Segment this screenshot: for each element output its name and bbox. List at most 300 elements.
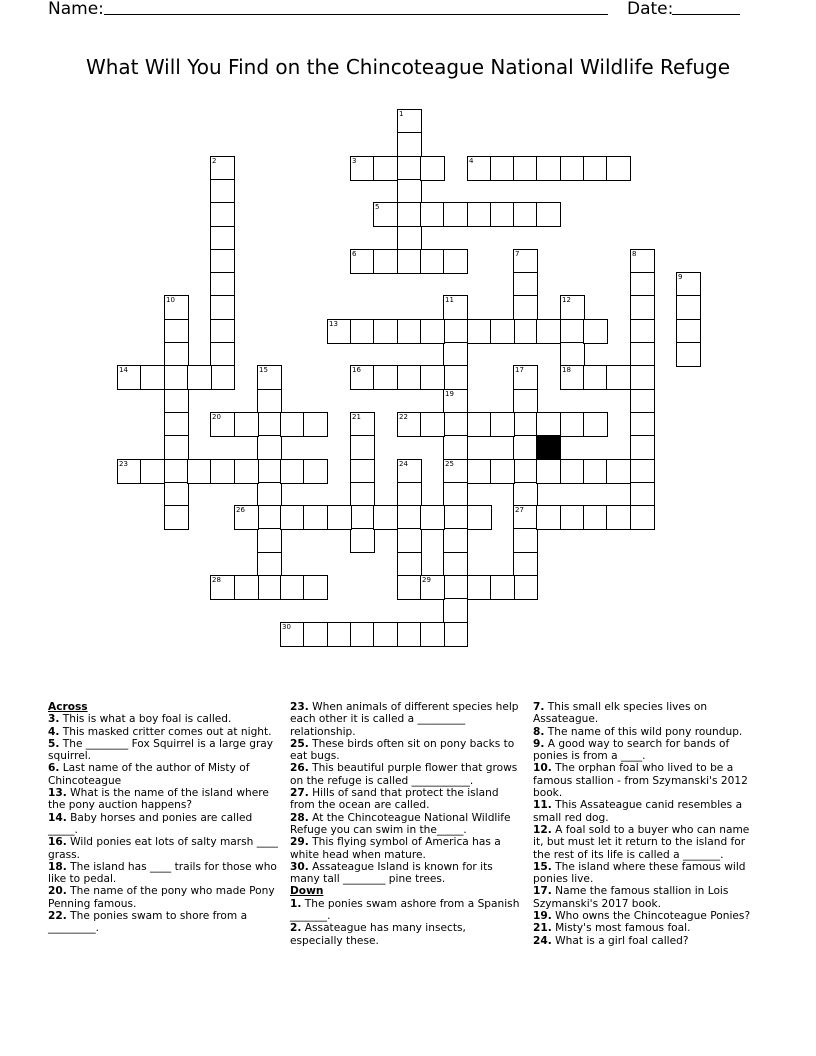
crossword-cell[interactable] — [513, 552, 538, 577]
crossword-cell[interactable] — [513, 412, 538, 437]
clue-item — [533, 762, 763, 799]
clue-item-text: This Assateague canid resembles a small red dog. — [533, 799, 743, 824]
clue-item — [533, 861, 763, 886]
crossword-cell[interactable] — [164, 482, 189, 507]
clue-item-number: 3. — [48, 713, 60, 726]
crossword-cell[interactable] — [234, 575, 259, 600]
crossword-cell[interactable] — [397, 249, 422, 274]
clue-number: 16 — [352, 366, 361, 374]
crossword-cell[interactable] — [513, 435, 538, 460]
clue-item — [48, 885, 278, 910]
crossword-cell[interactable] — [257, 389, 282, 414]
clue-item-text: A good way to search for bands of ponies is from a ____. — [533, 737, 730, 763]
crossword-cell[interactable] — [187, 365, 212, 390]
crossword-cell[interactable] — [467, 156, 492, 181]
crossword-cell[interactable] — [164, 459, 189, 484]
crossword-cell[interactable] — [513, 249, 538, 274]
crossword-cell[interactable] — [420, 365, 445, 390]
crossword-cell[interactable] — [187, 459, 212, 484]
crossword-cell[interactable] — [210, 319, 235, 344]
crossword-cell[interactable] — [280, 622, 305, 647]
crossword-cell[interactable] — [210, 295, 235, 320]
crossword-cell[interactable] — [513, 389, 538, 414]
crossword-cell[interactable] — [373, 622, 398, 647]
clue-number: 26 — [236, 506, 245, 514]
crossword-cell[interactable] — [257, 575, 282, 600]
clue-item-text: This is what a boy foal is called. — [62, 713, 232, 726]
crossword-cell[interactable] — [373, 202, 398, 227]
crossword-cell[interactable] — [443, 622, 468, 647]
clue-item-text: Misty's most famous foal. — [555, 922, 691, 935]
crossword-cell[interactable] — [210, 342, 235, 367]
clue-item-number: 11. — [533, 799, 552, 812]
clue-item-number: 4. — [48, 725, 60, 738]
crossword-cell[interactable] — [373, 365, 398, 390]
crossword-cell[interactable] — [443, 412, 468, 437]
clue-item — [48, 836, 278, 861]
crossword-cell[interactable] — [467, 412, 492, 437]
crossword-cell[interactable] — [210, 459, 235, 484]
crossword-cell[interactable] — [513, 272, 538, 297]
crossword-cell[interactable] — [676, 295, 701, 320]
crossword-cell[interactable] — [164, 295, 189, 320]
crossword-cell[interactable] — [210, 226, 235, 251]
clue-item — [533, 935, 763, 947]
crossword-cell[interactable] — [210, 156, 235, 181]
clue-item — [48, 910, 278, 935]
crossword-cell[interactable] — [676, 319, 701, 344]
crossword-cell[interactable] — [350, 482, 375, 507]
clue-item-number: 28. — [290, 811, 309, 824]
crossword-cell[interactable] — [350, 319, 375, 344]
crossword-cell[interactable] — [513, 459, 538, 484]
clue-number: 4 — [469, 157, 474, 165]
crossword-cell[interactable] — [210, 202, 235, 227]
clue-number: 29 — [422, 576, 431, 584]
crossword-cell[interactable] — [373, 249, 398, 274]
crossword-cell[interactable] — [350, 622, 375, 647]
crossword-cell[interactable] — [490, 575, 515, 600]
clue-item-number: 26. — [290, 762, 309, 775]
crossword-cell[interactable] — [257, 482, 282, 507]
clue-item — [533, 726, 763, 738]
crossword-cell[interactable] — [536, 505, 561, 530]
clue-item-text: What is the name of the island where the pony auction happens? — [48, 787, 269, 812]
crossword-cell[interactable] — [397, 575, 422, 600]
crossword-cell[interactable] — [373, 505, 398, 530]
clue-item — [48, 713, 278, 725]
clue-item-text: Hills of sand that protect the island from the ocean are called. — [290, 787, 499, 812]
clue-number: 14 — [119, 366, 128, 374]
crossword-cell[interactable] — [630, 435, 655, 460]
clue-item-number: 29. — [290, 836, 309, 849]
clue-number: 25 — [445, 460, 454, 468]
crossword-cell[interactable] — [443, 202, 468, 227]
crossword-cell[interactable] — [397, 226, 422, 251]
clue-item — [533, 922, 763, 934]
crossword-cell[interactable] — [583, 319, 608, 344]
crossword-black-cell — [536, 435, 561, 460]
crossword-cell[interactable] — [140, 459, 165, 484]
crossword-cell[interactable] — [397, 319, 422, 344]
crossword-cell[interactable] — [443, 482, 468, 507]
crossword-cell[interactable] — [280, 505, 305, 530]
crossword-cell[interactable] — [490, 202, 515, 227]
crossword-cell[interactable] — [560, 342, 585, 367]
crossword-cell[interactable] — [420, 156, 445, 181]
crossword-cell[interactable] — [536, 319, 561, 344]
crossword-cell[interactable] — [630, 319, 655, 344]
crossword-cell[interactable] — [513, 202, 538, 227]
clue-number: 2 — [212, 157, 217, 165]
crossword-cell[interactable] — [303, 575, 328, 600]
crossword-cell[interactable] — [280, 459, 305, 484]
crossword-cell[interactable] — [630, 505, 655, 530]
clue-number: 19 — [445, 390, 454, 398]
clue-number: 8 — [632, 250, 637, 258]
clue-item — [48, 861, 278, 886]
clue-item-number: 22. — [48, 910, 67, 923]
crossword-cell[interactable] — [117, 459, 142, 484]
clue-item-number: 18. — [48, 860, 67, 873]
crossword-cell[interactable] — [420, 622, 445, 647]
crossword-cell[interactable] — [630, 482, 655, 507]
clue-item-text: When animals of different species help each other it is called a _________ relationship. — [290, 701, 519, 738]
crossword-cell[interactable] — [164, 319, 189, 344]
crossword-cell[interactable] — [420, 412, 445, 437]
crossword-cell[interactable] — [606, 365, 631, 390]
clue-item-text: This beautiful purple flower that grows on the refuge is called ___________. — [290, 762, 518, 787]
crossword-cell[interactable] — [630, 249, 655, 274]
crossword-cell[interactable] — [443, 365, 468, 390]
clue-item — [48, 726, 278, 738]
crossword-cell[interactable] — [490, 319, 515, 344]
crossword-cell[interactable] — [350, 528, 375, 553]
clue-item-text: Assateague Island is known for its many tall ________ pine trees. — [290, 860, 493, 886]
crossword-cell[interactable] — [560, 295, 585, 320]
crossword-cell[interactable] — [536, 156, 561, 181]
clue-item-number: 19. — [533, 910, 552, 923]
crossword-cell[interactable] — [443, 295, 468, 320]
clue-item-text: Baby horses and ponies are called _____. — [48, 811, 253, 836]
clue-item-text: Assateague has many insects, especially these. — [290, 922, 466, 947]
clue-item-number: 8. — [533, 725, 545, 738]
crossword-cell[interactable] — [397, 482, 422, 507]
clue-number: 12 — [562, 296, 571, 304]
crossword-cell[interactable] — [630, 342, 655, 367]
crossword-cell[interactable] — [583, 505, 608, 530]
crossword-cell[interactable] — [630, 459, 655, 484]
crossword-cell[interactable] — [443, 342, 468, 367]
crossword-cell[interactable] — [443, 249, 468, 274]
crossword-cell[interactable] — [513, 575, 538, 600]
clue-number: 1 — [399, 110, 404, 118]
crossword-cell[interactable] — [513, 505, 538, 530]
clue-item-number: 17. — [533, 885, 552, 898]
crossword-cell[interactable] — [350, 435, 375, 460]
crossword-cell[interactable] — [373, 156, 398, 181]
clue-item-text: The ponies swam to shore from a _________. — [48, 910, 248, 935]
crossword-cell[interactable] — [467, 459, 492, 484]
crossword-cell[interactable] — [257, 552, 282, 577]
crossword-cell[interactable] — [303, 412, 328, 437]
crossword-cell[interactable] — [117, 365, 142, 390]
crossword-cell[interactable] — [350, 459, 375, 484]
clue-item-text: The name of this wild pony roundup. — [547, 725, 743, 738]
clue-item-number: 2. — [290, 922, 302, 935]
clue-number: 15 — [259, 366, 268, 374]
crossword-cell[interactable] — [560, 459, 585, 484]
clue-item-number: 10. — [533, 762, 552, 775]
crossword-cell[interactable] — [210, 365, 235, 390]
crossword-cell[interactable] — [467, 505, 492, 530]
crossword-cell[interactable] — [443, 459, 468, 484]
clue-item-text: The island has ____ trails for those who like to pedal. — [48, 860, 277, 886]
clue-item-number: 30. — [290, 860, 309, 873]
clue-item-number: 15. — [533, 860, 552, 873]
clue-item-number: 5. — [48, 737, 60, 750]
clue-item-number: 6. — [48, 762, 60, 775]
clue-item-text: The ________ Fox Squirrel is a large gray squirrel. — [48, 737, 274, 763]
clue-number: 22 — [399, 413, 408, 421]
crossword-cell[interactable] — [397, 179, 422, 204]
crossword-cell[interactable] — [210, 575, 235, 600]
clue-item — [533, 885, 763, 910]
crossword-cell[interactable] — [350, 249, 375, 274]
crossword-cell[interactable] — [490, 156, 515, 181]
clue-item-number: 21. — [533, 922, 552, 935]
crossword-cell[interactable] — [513, 528, 538, 553]
crossword-cell[interactable] — [280, 412, 305, 437]
crossword-cell[interactable] — [560, 319, 585, 344]
clue-number: 20 — [212, 413, 221, 421]
crossword-cell[interactable] — [443, 389, 468, 414]
crossword-cell[interactable] — [303, 622, 328, 647]
crossword-cell[interactable] — [420, 505, 445, 530]
crossword-cell[interactable] — [280, 575, 305, 600]
clue-item-number: 9. — [533, 737, 545, 750]
crossword-cell[interactable] — [164, 412, 189, 437]
crossword-cell[interactable] — [420, 249, 445, 274]
clue-item-text: These birds often sit on pony backs to eat bugs. — [290, 737, 515, 763]
crossword-cell[interactable] — [420, 319, 445, 344]
clues-column-2 — [290, 701, 520, 947]
clue-number: 9 — [678, 273, 683, 281]
crossword-cell[interactable] — [513, 156, 538, 181]
crossword-cell[interactable] — [513, 482, 538, 507]
crossword-cell[interactable] — [490, 459, 515, 484]
crossword-cell[interactable] — [443, 505, 468, 530]
clue-item-number: 13. — [48, 787, 67, 800]
clue-number: 17 — [515, 366, 524, 374]
clue-item — [290, 922, 520, 947]
clue-item-text: Name the famous stallion in Lois Szymanski's 2017 book. — [533, 885, 729, 910]
clue-item-text: This flying symbol of America has a white head when mature. — [290, 836, 501, 861]
crossword-cell[interactable] — [397, 552, 422, 577]
clue-item — [533, 799, 763, 824]
crossword-cell[interactable] — [397, 622, 422, 647]
crossword-cell[interactable] — [443, 435, 468, 460]
crossword-cell[interactable] — [583, 412, 608, 437]
crossword-cell[interactable] — [257, 528, 282, 553]
crossword-cell[interactable] — [583, 156, 608, 181]
clue-item — [533, 910, 763, 922]
clue-item-text: What is a girl foal called? — [555, 934, 689, 947]
crossword-cell[interactable] — [560, 505, 585, 530]
crossword-cell[interactable] — [630, 389, 655, 414]
crossword-cell[interactable] — [443, 319, 468, 344]
crossword-cell[interactable] — [397, 202, 422, 227]
clue-number: 23 — [119, 460, 128, 468]
crossword-cell[interactable] — [164, 435, 189, 460]
crossword-cell[interactable] — [210, 179, 235, 204]
crossword-cell[interactable] — [420, 575, 445, 600]
page-title: What Will You Find on the Chincoteague National Wildlife Refuge — [85, 55, 731, 79]
clue-item-text: This small elk species lives on Assateague. — [533, 701, 708, 726]
crossword-cell[interactable] — [303, 459, 328, 484]
clue-item-text: The ponies swam ashore from a Spanish _______. — [290, 897, 520, 923]
crossword-cell[interactable] — [467, 319, 492, 344]
crossword-cell[interactable] — [630, 365, 655, 390]
crossword-cell[interactable] — [327, 319, 352, 344]
clue-number: 10 — [166, 296, 175, 304]
clue-number: 11 — [445, 296, 454, 304]
crossword-cell[interactable] — [373, 319, 398, 344]
clue-item — [533, 824, 763, 861]
crossword-cell[interactable] — [350, 365, 375, 390]
crossword-cell[interactable] — [467, 575, 492, 600]
crossword-cell[interactable] — [630, 272, 655, 297]
clue-item-number: 23. — [290, 701, 309, 713]
clue-item — [290, 898, 520, 923]
clue-item-text: This masked critter comes out at night. — [62, 725, 272, 738]
crossword-cell[interactable] — [257, 365, 282, 390]
crossword-cell[interactable] — [257, 435, 282, 460]
crossword-cell[interactable] — [397, 156, 422, 181]
crossword-cell[interactable] — [467, 202, 492, 227]
clue-item — [290, 701, 520, 738]
crossword-cell[interactable] — [164, 365, 189, 390]
crossword-cell[interactable] — [630, 412, 655, 437]
clue-number: 6 — [352, 250, 357, 258]
crossword-cell[interactable] — [303, 505, 328, 530]
crossword-cell[interactable] — [606, 459, 631, 484]
clues-column-3 — [533, 701, 763, 947]
clue-item — [290, 787, 520, 812]
crossword-cell[interactable] — [536, 459, 561, 484]
clue-item-number: 24. — [533, 934, 552, 947]
crossword-cell[interactable] — [327, 505, 352, 530]
crossword-cell[interactable] — [443, 552, 468, 577]
clue-item-text: The name of the pony who made Pony Penning famous. — [48, 885, 275, 910]
clue-item — [290, 812, 520, 837]
crossword-cell[interactable] — [397, 109, 422, 134]
clue-item — [533, 701, 763, 726]
crossword-cell[interactable] — [350, 412, 375, 437]
crossword-cell[interactable] — [676, 342, 701, 367]
crossword-cell[interactable] — [350, 505, 375, 530]
section-heading: Down — [290, 885, 324, 898]
crossword-cell[interactable] — [513, 295, 538, 320]
crossword-cell[interactable] — [490, 412, 515, 437]
crossword-cell[interactable] — [560, 365, 585, 390]
clue-item-number: 1. — [290, 897, 302, 910]
crossword-cell[interactable] — [327, 622, 352, 647]
crossword-cell[interactable] — [210, 412, 235, 437]
clue-number: 13 — [329, 320, 338, 328]
crossword-cell[interactable] — [443, 575, 468, 600]
crossword-cell[interactable] — [676, 272, 701, 297]
crossword-cell[interactable] — [443, 528, 468, 553]
date-label: Date: — [627, 0, 674, 19]
crossword-cell[interactable] — [234, 505, 259, 530]
crossword-cell[interactable] — [513, 319, 538, 344]
crossword-cell[interactable] — [513, 365, 538, 390]
crossword-cell[interactable] — [164, 505, 189, 530]
crossword-cell[interactable] — [536, 412, 561, 437]
clue-item-number: 16. — [48, 836, 67, 849]
crossword-cell[interactable] — [420, 202, 445, 227]
crossword-cell[interactable] — [210, 272, 235, 297]
crossword-cell[interactable] — [257, 505, 282, 530]
crossword-cell[interactable] — [583, 459, 608, 484]
clue-item — [290, 861, 520, 886]
crossword-cell[interactable] — [140, 365, 165, 390]
clue-number: 27 — [515, 506, 524, 514]
clue-item-text: At the Chincoteague National Wildlife Refuge you can swim in the_____. — [290, 811, 511, 836]
crossword-cell[interactable] — [397, 132, 422, 157]
clue-number: 5 — [375, 203, 380, 211]
crossword-cell[interactable] — [210, 249, 235, 274]
clue-number: 30 — [282, 623, 291, 631]
crossword-cell[interactable] — [560, 156, 585, 181]
crossword-cell[interactable] — [350, 156, 375, 181]
clue-number: 28 — [212, 576, 221, 584]
clue-item-text: Wild ponies eat lots of salty marsh ____ grass. — [48, 836, 278, 861]
crossword-cell[interactable] — [234, 412, 259, 437]
clue-item-number: 25. — [290, 737, 309, 750]
crossword-cell[interactable] — [164, 389, 189, 414]
clue-item-text: A foal sold to a buyer who can name it, but must let it return to the island for the rest of its life is called a _______. — [533, 823, 750, 861]
clue-item — [48, 738, 278, 763]
crossword-cell[interactable] — [630, 295, 655, 320]
crossword-cell[interactable] — [397, 528, 422, 553]
crossword-cell[interactable] — [164, 342, 189, 367]
crossword-cell[interactable] — [536, 202, 561, 227]
clues-column-1 — [48, 701, 278, 935]
crossword-cell[interactable] — [397, 459, 422, 484]
crossword-cell[interactable] — [606, 156, 631, 181]
clue-number: 18 — [562, 366, 571, 374]
crossword-cell[interactable] — [257, 459, 282, 484]
crossword-cell[interactable] — [606, 505, 631, 530]
crossword-cell[interactable] — [560, 412, 585, 437]
clue-item-text: The orphan foal who lived to be a famous stallion - from Szymanski's 2012 book. — [533, 762, 748, 800]
crossword-cell[interactable] — [397, 412, 422, 437]
clue-number: 3 — [352, 157, 357, 165]
clue-number: 7 — [515, 250, 520, 258]
crossword-cell[interactable] — [257, 412, 282, 437]
crossword-cell[interactable] — [397, 505, 422, 530]
clue-item — [48, 787, 278, 812]
clue-item-number: 7. — [533, 701, 545, 713]
crossword-cell[interactable] — [443, 598, 468, 623]
crossword-cell[interactable] — [234, 459, 259, 484]
clue-number: 24 — [399, 460, 408, 468]
clue-item — [533, 738, 763, 763]
crossword-cell[interactable] — [397, 365, 422, 390]
crossword-cell[interactable] — [583, 365, 608, 390]
